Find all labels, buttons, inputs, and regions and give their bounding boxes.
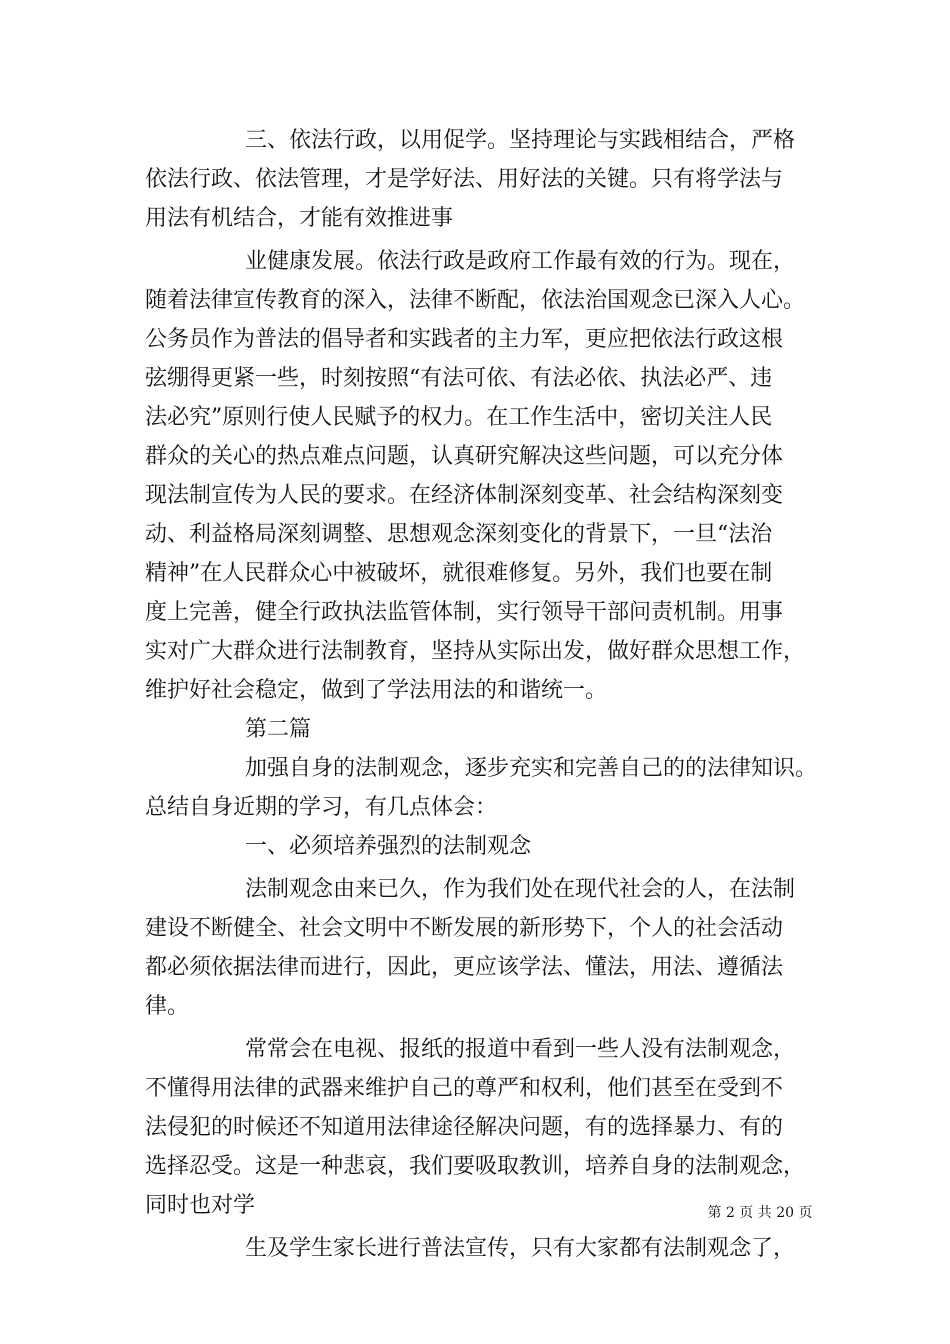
text-line: 总结自身近期的学习，有几点体会： <box>145 795 498 820</box>
text-line: 生及学生家长进行普法宣传，只有大家都有法制观念了， <box>245 1236 796 1261</box>
text-line: 公务员作为普法的倡导者和实践者的主力军，更应把依法行政这根 <box>145 327 784 352</box>
text-line: 群众的关心的热点难点问题，认真研究解决这些问题，可以充分体 <box>145 444 784 469</box>
text-line: 维护好社会稳定，做到了学法用法的和谐统一。 <box>145 678 608 703</box>
text-line: 都必须依据法律而进行，因此，更应该学法、懂法，用法、遵循法 <box>145 955 784 980</box>
body-text <box>145 121 830 1268</box>
subsection-heading: 一、必须培养强烈的法制观念 <box>245 834 532 859</box>
text-line: 法侵犯的时候还不知道用法律途径解决问题，有的选择暴力、有的 <box>145 1115 784 1140</box>
text-line: 度上完善，健全行政执法监管体制，实行领导干部问责机制。用事 <box>145 600 784 625</box>
text-line: 不懂得用法律的武器来维护自己的尊严和权利，他们甚至在受到不 <box>145 1076 784 1101</box>
text-line: 法必究”原则行使人民赋予的权力。在工作生活中，密切关注人民 <box>145 405 773 430</box>
text-line: 随着法律宣传教育的深入，法律不断配，依法治国观念已深入人心。 <box>145 288 806 313</box>
text-line: 实对广大群众进行法制教育，坚持从实际出发，做好群众思想工作， <box>145 639 806 664</box>
text-line: 业健康发展。依法行政是政府工作最有效的行为。现在， <box>245 249 796 274</box>
page-number: 第 2 页 共 20 页 <box>707 1205 813 1221</box>
text-line: 现法制宣传为人民的要求。在经济体制深刻变革、社会结构深刻变 <box>145 483 784 508</box>
text-line: 同时也对学 <box>145 1193 256 1218</box>
text-line: 动、利益格局深刻调整、思想观念深刻变化的背景下，一旦“法治 <box>145 522 773 547</box>
text-line: 律。 <box>145 994 190 1019</box>
text-line: 精神”在人民群众心中被破坏，就很难修复。另外，我们也要在制 <box>145 561 773 586</box>
text-line: 加强自身的法制观念，逐步充实和完善自己的的法律知识。 <box>245 756 818 781</box>
text-line: 用法有机结合，才能有效推进事 <box>145 206 454 231</box>
text-line: 依法行政、依法管理，才是学好法、用好法的关键。只有将学法与 <box>145 167 784 192</box>
text-line: 弦绷得更紧一些，时刻按照“有法可依、有法必依、执法必严、违 <box>145 366 773 391</box>
text-line: 选择忍受。这是一种悲哀，我们要吸取教训，培养自身的法制观念， <box>145 1154 806 1179</box>
text-line: 法制观念由来已久，作为我们处在现代社会的人，在法制 <box>245 877 796 902</box>
text-line: 三、依法行政，以用促学。坚持理论与实践相结合，严格 <box>245 128 796 153</box>
text-line: 常常会在电视、报纸的报道中看到一些人没有法制观念， <box>245 1037 796 1062</box>
text-line: 建设不断健全、社会文明中不断发展的新形势下，个人的社会活动 <box>145 916 784 941</box>
section-heading: 第二篇 <box>245 717 312 742</box>
